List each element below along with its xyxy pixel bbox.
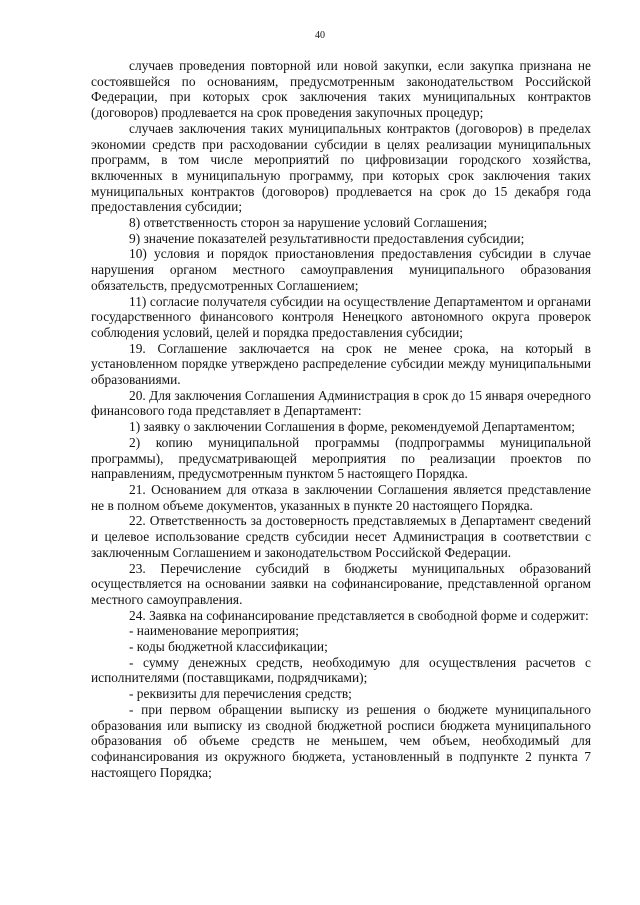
document-body [91, 58, 591, 780]
paragraph: случаев проведения повторной или новой закупки, если закупка признана не состоявшейся по основаниям, предусмотренным законодательством Российской Федерации, при которых срок заключения таких муниципальных контрактов (договоров) продлевается на срок проведения закупочных процедур; [91, 58, 591, 121]
paragraph: 20. Для заключения Соглашения Администрация в срок до 15 января очередного финансового года представляет в Департамент: [91, 387, 591, 419]
paragraph: 8) ответственность сторон за нарушение условий Соглашения; [129, 215, 488, 231]
paragraph: 11) согласие получателя субсидии на осуществление Департаментом и органами государственного финансового контроля Ненецкого автономного округа проверок соблюдения условий, целей и порядка предоставления субсидии; [91, 293, 591, 340]
paragraph: 24. Заявка на софинансирование представляется в свободной форме и содержит: [129, 607, 589, 623]
paragraph: случаев заключения таких муниципальных контрактов (договоров) в пределах экономии средств при расходовании субсидии в целях реализации муниципальных программ, в том числе мероприятий по цифровизации городского хозяйства, включенных в муниципальную программу, при которых срок заключения таких муниципальных контрактов (договоров) продлевается на срок до 15 декабря года предоставления субсидии; [91, 120, 591, 215]
list-item: - реквизиты для перечисления средств; [129, 686, 352, 702]
list-item: - коды бюджетной классификации; [129, 639, 328, 655]
paragraph: 23. Перечисление субсидий в бюджеты муниципальных образований осуществляется на основании заявки на софинансирование, представленной органом местного самоуправления. [91, 560, 591, 607]
paragraph: 1) заявку о заключении Соглашения в форме, рекомендуемой Департаментом; [129, 419, 576, 435]
list-item: - при первом обращении выписку из решения о бюджете муниципального образования или выписку из сводной бюджетной росписи бюджета муниципального образования об объеме средств не меньшем, чем объем, необходимый для софинансирования из окружного бюджета, установленный в подпункте 2 пункта 7 настоящего Порядка; [91, 701, 591, 780]
paragraph: 19. Соглашение заключается на срок не менее срока, на который в установленном порядке утверждено распределение субсидии между муниципальными образованиями. [91, 340, 591, 388]
paragraph: 2) копию муниципальной программы (подпрограммы муниципальной программы), предусматривающей мероприятия по реализации проектов по направлениям, предусмотренным пунктом 5 настоящего Порядка. [91, 434, 591, 482]
list-item: - сумму денежных средств, необходимую для осуществления расчетов с исполнителями (поставщиками, подрядчиками); [91, 654, 591, 686]
paragraph: 22. Ответственность за достоверность представляемых в Департамент сведений и целевое использование средств субсидии несет Администрация в соответствии с заключенным Соглашением и законодательством Российской Федерации. [91, 513, 591, 560]
page-number: 40 [315, 30, 325, 41]
list-item: - наименование мероприятия; [129, 623, 299, 639]
paragraph: 21. Основанием для отказа в заключении Соглашения является представление не в полном объеме документов, указанных в пункте 20 настоящего Порядка. [91, 481, 591, 513]
paragraph: 9) значение показателей результативности предоставления субсидии; [129, 230, 525, 246]
paragraph: 10) условия и порядок приостановления предоставления субсидии в случае нарушения органом местного самоуправления муниципального образования обязательств, предусмотренных Соглашением; [91, 246, 591, 293]
